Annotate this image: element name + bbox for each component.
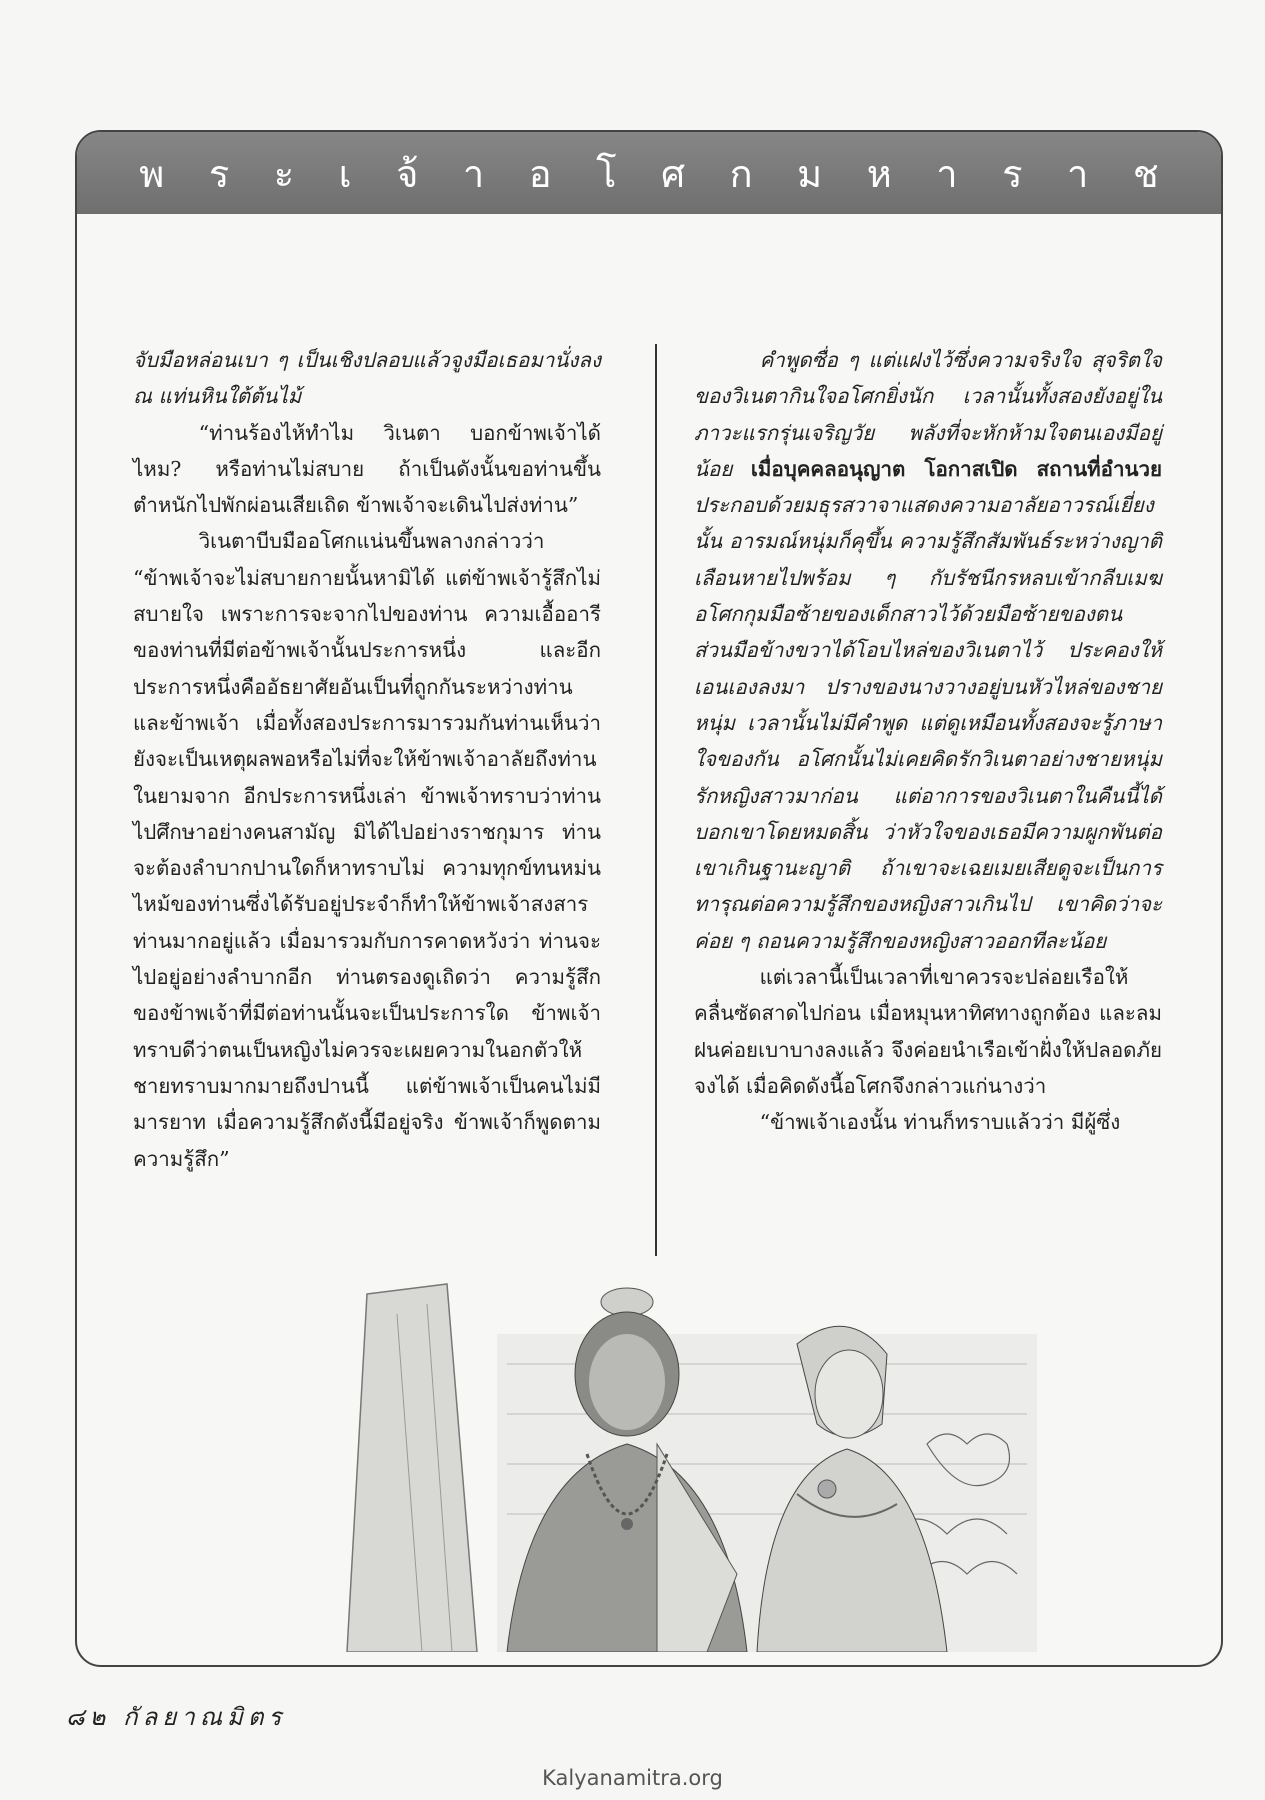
title-letter: เ — [338, 151, 352, 196]
text-run: ประกอบด้วยมธุรสวาจาแสดงความอาลัยอาวรณ์เยี่ยงนั้น อารมณ์หนุ่มก็คุขึ้น ความรู้สึกสัมพันธ์ระหว่างญาติเลือนหายไปพร้อม ๆ กับรัชนีกรหลบเข้ากลีบเมฆ อโศกกุมมือซ้ายของเด็กสาวไว้ด้วยมือซ้ายของตน ส่วนมือข้างขวาได้โอบไหล่ของวิเนตาไว้ ประคองให้เอนเองลงมา ปรางของนางวางอยู่บนหัวไหล่ของชายหนุ่ม เวลานั้นไม่มีคำพูด แต่ดูเหมือนทั้งสองจะรู้ภาษาใจของกัน อโศกนั้นไม่เคยคิดรักวิเนตาอย่างชายหนุ่มรักหญิงสาวมาก่อน แต่อาการของวิเนตาในคืนนี้ได้บอกเขาโดยหมดสิ้น ว่าหัวใจของเธอมีความผูกพันต่อเขาเกินฐานะญาติ ถ้าเขาจะเฉยเมยเสียดูจะเป็นการทารุณต่อความรู้สึกของหญิงสาวเกินไป เขาคิดว่าจะค่อย ๆ ถอนความรู้สึกของหญิงสาวออกทีละน้อย — [694, 493, 1162, 953]
site-watermark: Kalyanamitra.org — [542, 1766, 723, 1790]
illustration-prince-and-maiden — [327, 1274, 1067, 1652]
title-letter: ร — [208, 151, 230, 196]
title-letter: จ้ — [396, 151, 419, 196]
title-letter: ช — [1132, 151, 1159, 196]
title-letter: พ — [139, 151, 165, 196]
text-run: เมื่อบุคคลอนุญาต โอกาสเปิด สถานที่อำนวย — [750, 456, 1162, 481]
column-divider — [655, 344, 657, 1256]
article-frame — [75, 130, 1223, 1667]
title-letter: ห — [866, 151, 892, 196]
text-run: แต่เวลานี้เป็นเวลาที่เขาควรจะปล่อยเรือให้คลื่นซัดสาดไปก่อน เมื่อหมุนหาทิศทางถูกต้อง และลมฝนค่อยเบาบางลงแล้ว จึงค่อยนำเรือเข้าฝั่งให้ปลอดภัยจงได้ เมื่อคิดดังนี้อโศกจึงกล่าวแก่นางว่า — [694, 965, 1162, 1098]
paragraph — [694, 1104, 1162, 1140]
title-letter: ม — [797, 151, 823, 196]
title-letter: า — [462, 151, 485, 196]
magazine-name: กัลยาณมิตร — [122, 1703, 287, 1731]
page-number: ๘๒ — [66, 1703, 111, 1731]
paragraph: “ท่านร้องไห้ทำไม วิเนตา บอกข้าพเจ้าได้ไหม? หรือท่านไม่สบาย ถ้าเป็นดังนั้นขอท่านขึ้นตำหนักไปพักผ่อนเสียเถิด ข้าพเจ้าจะเดินไปส่งท่าน” — [133, 420, 601, 518]
paragraph — [694, 342, 1162, 959]
right-column — [694, 342, 1162, 1141]
title-banner — [77, 132, 1221, 214]
title-letter: า — [1067, 151, 1089, 196]
title-letter: ก — [729, 151, 753, 196]
title-letter: ร — [1002, 151, 1023, 196]
title-letter: ะ — [273, 151, 295, 196]
paragraph: จับมือหล่อนเบา ๆ เป็นเชิงปลอบแล้วจูงมือเธอมานั่งลง ณ แท่นหินใต้ต้นไม้ — [133, 348, 601, 409]
title-letter: ศ — [661, 151, 686, 196]
paragraph — [694, 959, 1162, 1104]
title-letter: า — [936, 151, 958, 196]
text-run: คำพูดซื่อ ๆ แต่แฝงไว้ซึ่งความจริงใจ สุจริตใจของวิเนตากินใจอโศกยิ่งนัก เวลานั้นทั้งสองยังอยู่ในภาวะแรกรุ่นเจริญวัย พลังที่จะหักห้ามใจตนเองมีอยู่น้อย — [694, 348, 1162, 481]
page-footer — [66, 1697, 286, 1736]
left-column — [133, 342, 601, 1177]
text-run: “ข้าพเจ้าเองนั้น ท่านก็ทราบแล้วว่า มีผู้ซึ่ง — [759, 1110, 1121, 1135]
title-letter: โ — [596, 151, 617, 196]
title-letter: อ — [528, 151, 552, 196]
paragraph: วิเนตาบีบมืออโศกแน่นขึ้นพลางกล่าวว่า “ข้าพเจ้าจะไม่สบายกายนั้นหามิได้ แต่ข้าพเจ้ารู้สึกไม่สบายใจ เพราะการจะจากไปของท่าน ความเอื้ออารีของท่านที่มีต่อข้าพเจ้านั้นประการหนึ่ง และอีกประการหนึ่งคืออัธยาศัยอันเป็นที่ถูกกันระหว่างท่านและข้าพเจ้า เมื่อทั้งสองประการมารวมกันท่านเห็นว่ายังจะเป็นเหตุผลพอหรือไม่ที่จะให้ข้าพเจ้าอาลัยถึงท่านในยามจาก อีกประการหนึ่งเล่า ข้าพเจ้าทราบว่าท่านไปศึกษาอย่างคนสามัญ มิได้ไปอย่างราชกุมาร ท่านจะต้องลำบากปานใดก็หาทราบไม่ ความทุกข์ทนหม่นไหม้ของท่านซึ่งได้รับอยู่ประจำก็ทำให้ข้าพเจ้าสงสารท่านมากอยู่แล้ว เมื่อมารวมกับการคาดหวังว่า ท่านจะไปอยู่อย่างลำบากอีก ท่านตรองดูเถิดว่า ความรู้สึกของข้าพเจ้าที่มีต่อท่านนั้นจะเป็นประการใด ข้าพเจ้าทราบดีว่าตนเป็นหญิงไม่ควรจะเผยความในอกตัวให้ชายทราบมากมายถึงปานนี้ แต่ข้าพเจ้าเป็นคนไม่มีมารยาท เมื่อความรู้สึกดังนี้มีอยู่จริง ข้าพเจ้าก็พูดตามความรู้สึก” — [133, 529, 601, 1171]
